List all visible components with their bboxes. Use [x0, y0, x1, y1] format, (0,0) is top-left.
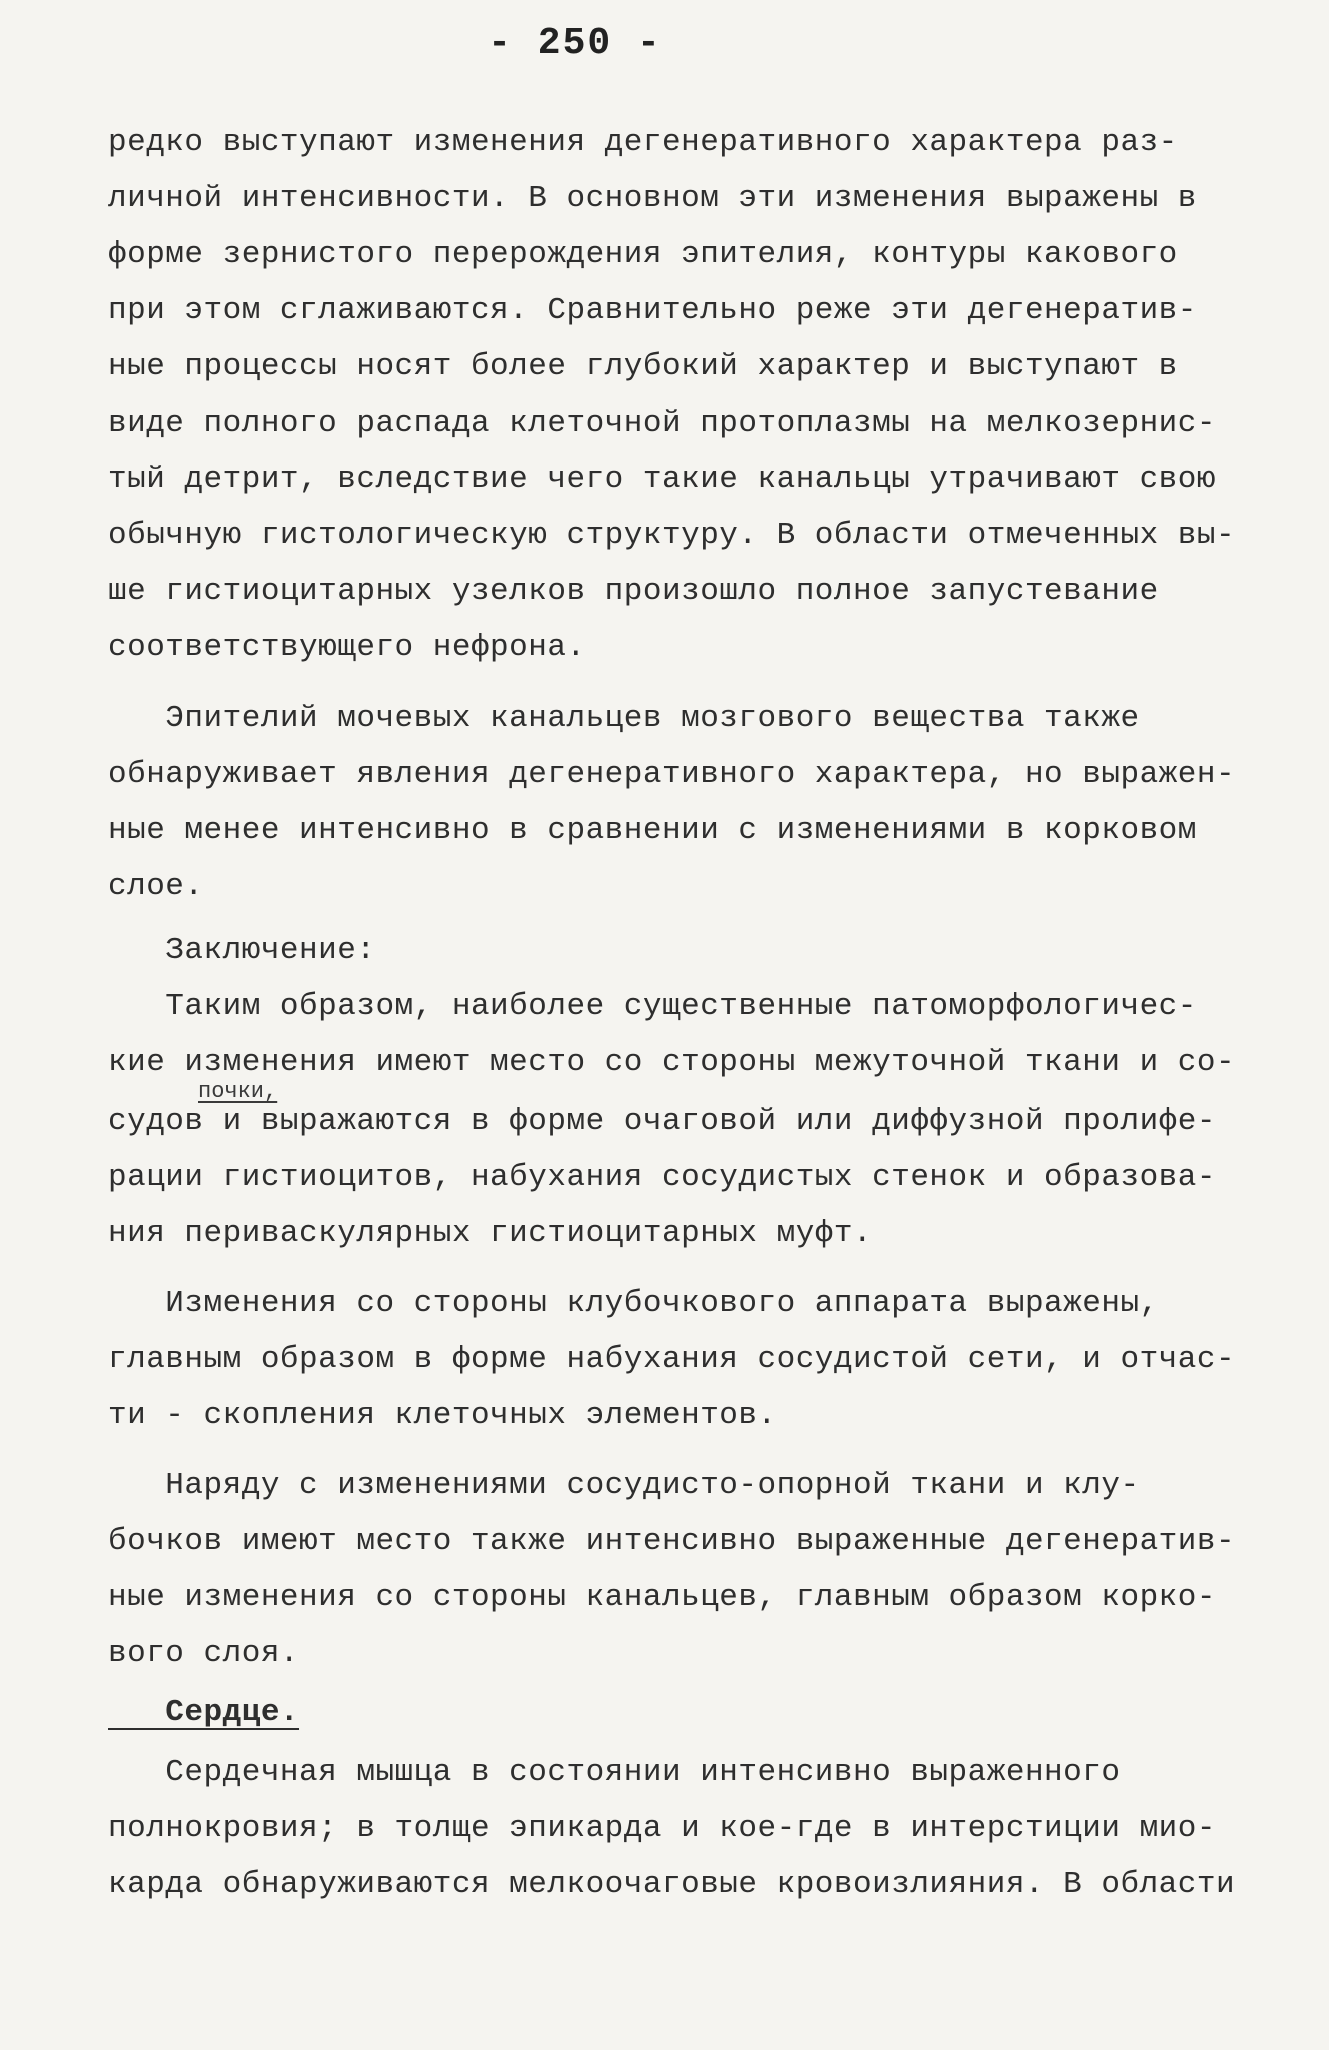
text-line: судов и выражаются в форме очаговой или диффузной пролифе- — [108, 1104, 1216, 1139]
text-line: Эпителий мочевых канальцев мозгового вещества также — [108, 701, 1140, 736]
text-line: ния периваскулярных гистиоцитарных муфт. — [108, 1216, 873, 1251]
text-line: ти - скопления клеточных элементов. — [108, 1398, 777, 1433]
text-line: вого слоя. — [108, 1636, 300, 1671]
text-line: Изменения со стороны клубочкового аппарата выражены, — [108, 1286, 1159, 1321]
text-line: ные процессы носят более глубокий характер и выступают в — [108, 349, 1178, 384]
text-line: Сердечная мышца в состоянии интенсивно выраженного — [108, 1755, 1121, 1790]
text-line: ше гистиоцитарных узелков произошло полное запустевание — [108, 574, 1159, 609]
text-line: бочков имеют место также интенсивно выраженные дегенератив- — [108, 1524, 1236, 1559]
page-number: - 250 - — [488, 22, 662, 65]
text-line: слое. — [108, 869, 204, 904]
text-line: виде полного распада клеточной протоплазмы на мелкозернис- — [108, 406, 1216, 441]
text-line: кие изменения имеют место со стороны межуточной ткани и со- — [108, 1045, 1236, 1080]
text-line: обнаруживает явления дегенеративного характера, но выражен- — [108, 757, 1236, 792]
text-line: личной интенсивности. В основном эти изменения выражены в — [108, 181, 1197, 216]
handwritten-insertion: почки, — [198, 1079, 278, 1104]
text-line: рации гистиоцитов, набухания сосудистых стенок и образова- — [108, 1160, 1216, 1195]
text-line: ные изменения со стороны канальцев, главным образом корко- — [108, 1580, 1216, 1615]
section-heading: Заключение: — [108, 933, 376, 968]
text-line: полнокровия; в толще эпикарда и кое-где в интерстиции мио- — [108, 1811, 1216, 1846]
text-line: редко выступают изменения дегенеративного характера раз- — [108, 125, 1178, 160]
section-heading-heart: Сердце. — [108, 1695, 300, 1730]
text-line: обычную гистологическую структуру. В области отмеченных вы- — [108, 518, 1236, 553]
text-line: Наряду с изменениями сосудисто-опорной ткани и клу- — [108, 1468, 1140, 1503]
text-line: Таким образом, наиболее существенные патоморфологичес- — [108, 989, 1197, 1024]
text-line: карда обнаруживаются мелкоочаговые кровоизлияния. В области — [108, 1867, 1236, 1902]
text-line: при этом сглаживаются. Сравнительно реже эти дегенератив- — [108, 293, 1197, 328]
text-line: главным образом в форме набухания сосудистой сети, и отчас- — [108, 1342, 1236, 1377]
text-line: ные менее интенсивно в сравнении с изменениями в корковом — [108, 813, 1197, 848]
text-line: соответствующего нефрона. — [108, 630, 586, 665]
text-line: форме зернистого перерождения эпителия, контуры какового — [108, 237, 1178, 272]
text-line: тый детрит, вследствие чего такие канальцы утрачивают свою — [108, 462, 1216, 497]
